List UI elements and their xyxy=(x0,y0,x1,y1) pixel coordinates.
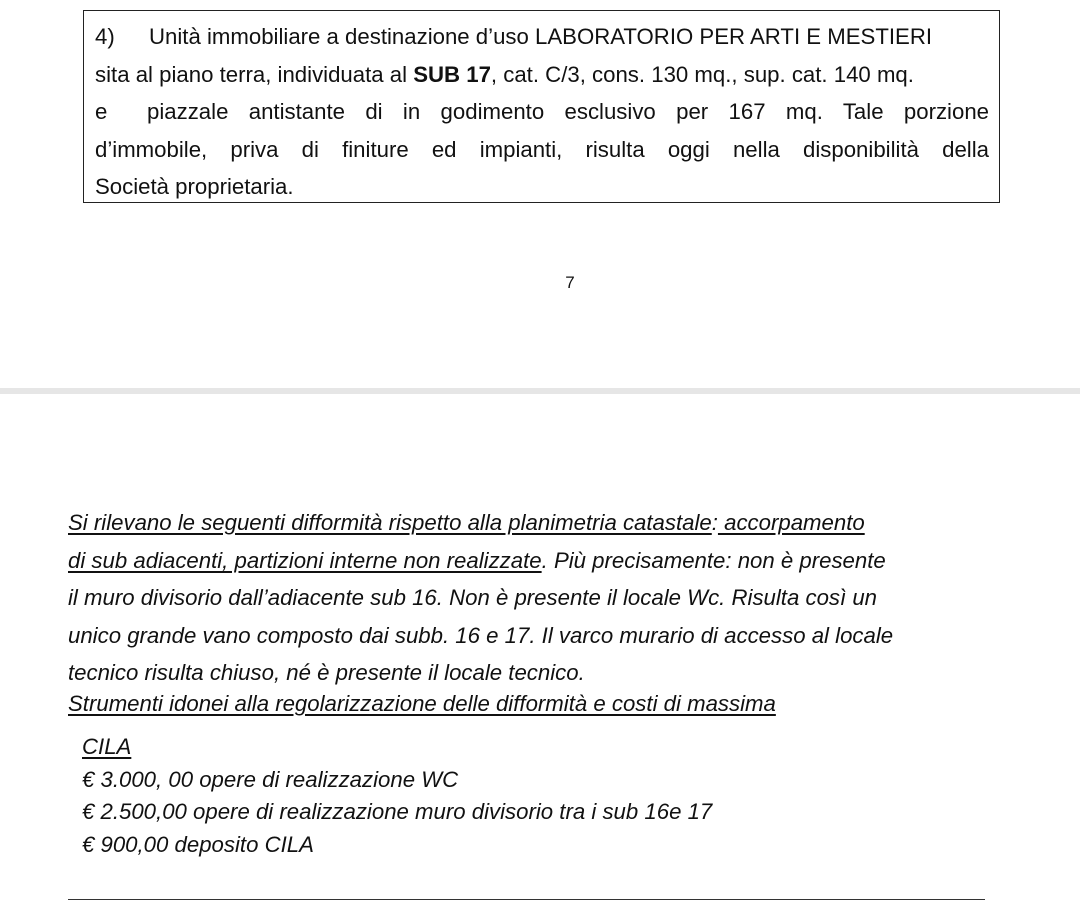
page-number: 7 xyxy=(565,273,575,292)
document-page-top xyxy=(0,0,1080,388)
para-line-2 xyxy=(68,542,974,580)
cost-item: € 900,00 deposito CILA xyxy=(82,831,314,857)
property-description-box xyxy=(83,10,1000,203)
cost-list xyxy=(82,731,712,861)
para-line-1-underlined-b: accorpamento xyxy=(717,510,865,535)
box-line-3-start: e xyxy=(95,99,108,125)
box-line-3 xyxy=(95,93,989,131)
para-line-2-text: . Più precisamente: non è presente xyxy=(541,547,886,573)
box-line-1 xyxy=(95,18,989,56)
para-line-5: tecnico risulta chiuso, né è presente il locale tecnico. xyxy=(68,660,585,686)
cost-item: € 3.000, 00 opere di realizzazione WC xyxy=(82,766,459,792)
para-line-1-colon: : xyxy=(711,510,718,535)
cost-item: € 2.500,00 opere di realizzazione muro divisorio tra i sub 16e 17 xyxy=(82,799,713,824)
document-page-bottom xyxy=(0,394,1080,901)
box-line-4: d’immobile, priva di finiture ed impianti, risulta oggi nella disponibilità della xyxy=(95,136,989,162)
item-number: 4) xyxy=(95,24,115,49)
para-line-4: unico grande vano composto dai subb. 16 e 17. Il varco murario di accesso al locale xyxy=(68,622,894,648)
box-line-3-text: piazzale antistante di in godimento esclusivo per 167 mq. Tale porzione xyxy=(147,99,989,125)
para-line-1 xyxy=(68,504,974,542)
tools-heading: Strumenti idonei alla regolarizzazione delle difformità e costi di massima xyxy=(68,691,776,716)
box-line-1-text: Unità immobiliare a destinazione d’uso LABORATORIO PER ARTI E MESTIERI xyxy=(149,24,933,49)
box-line-5: Società proprietaria. xyxy=(95,174,294,200)
box-line-2-text-a: sita al piano terra, individuata al xyxy=(95,61,408,87)
sub-17-bold: SUB 17 xyxy=(413,61,491,87)
para-line-1-underlined-a: Si rilevano le seguenti difformità rispetto alla planimetria catastale xyxy=(68,510,712,535)
box-line-2 xyxy=(95,56,989,94)
procedure-label: CILA xyxy=(82,734,132,759)
difformity-paragraph xyxy=(68,504,974,692)
box-line-2-text-b: , cat. C/3, cons. 130 mq., sup. cat. 140 mq. xyxy=(490,61,914,87)
bottom-rule xyxy=(68,899,985,900)
para-line-3: il muro divisorio dall’adiacente sub 16. Non è presente il locale Wc. Risulta così un xyxy=(68,585,878,611)
para-line-2-underlined: di sub adiacenti, partizioni interne non realizzate xyxy=(68,547,542,573)
